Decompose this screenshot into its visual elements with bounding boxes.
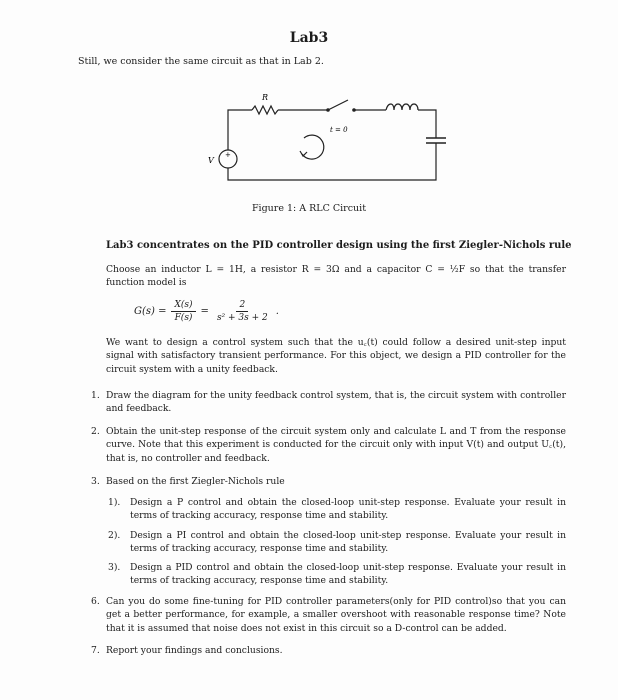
list-item-number: 3. <box>91 476 100 487</box>
sub-list-item-number: 3). <box>108 562 121 573</box>
list-item-number: 1. <box>91 390 100 401</box>
sub-list-item <box>108 561 566 588</box>
resistor-label: R <box>262 93 269 102</box>
sub-list-item-text: Design a P control and obtain the closed-loop unit-step response. Evaluate your result in terms of tracking accuracy, response time and stability. <box>130 497 566 522</box>
equation-equals: = <box>200 306 209 317</box>
figure-caption: Figure 1: A RLC Circuit <box>251 203 367 214</box>
source-label: V <box>208 156 214 165</box>
switch-label: t = 0 <box>330 126 348 134</box>
sub-list-item <box>108 529 566 556</box>
paragraph-component-values: Choose an inductor L = 1H, a resistor R = 3Ω and a capacitor C = ½F so that the transfer function model is <box>106 264 566 289</box>
list-item-text: Obtain the unit-step response of the circuit system only and calculate L and T from the response curve. Note that this experiment is conducted for the circuit only with input V(t) and output U꜀(t), that is, no controller and feedback. <box>106 426 566 464</box>
equation-lhs: G(s) = <box>134 306 167 317</box>
list-item <box>91 595 566 635</box>
wire-top-left <box>228 110 252 150</box>
rlc-circuit-diagram <box>190 88 452 196</box>
inductor-symbol <box>386 104 418 110</box>
switch-symbol <box>328 100 348 110</box>
list-item-text: Based on the first Ziegler-Nichols rule <box>106 476 285 487</box>
equation-end: . <box>275 306 279 317</box>
list-item <box>91 425 566 465</box>
fraction-1-denominator: F(s) <box>174 313 193 323</box>
list-item <box>91 644 566 657</box>
equation-fraction-2 <box>214 300 271 323</box>
loop-current-arrow <box>302 135 324 159</box>
transfer-function-equation <box>134 300 279 323</box>
fraction-1-numerator: X(s) <box>171 300 195 312</box>
list-item-number: 6. <box>91 596 100 607</box>
sub-list-item-number: 1). <box>108 497 121 508</box>
list-item-text: Report your findings and conclusions. <box>106 645 283 656</box>
page-title: Lab3 <box>289 30 329 46</box>
wire-bottom <box>228 143 436 180</box>
sub-list-item-text: Design a PID control and obtain the closed-loop unit-step response. Evaluate your result in terms of tracking accuracy, response time and stability. <box>130 562 566 587</box>
section-heading: Lab3 concentrates on the PID controller design using the first Ziegler-Nichols rule <box>106 240 572 251</box>
list-item <box>91 475 566 488</box>
resistor-symbol <box>252 106 278 114</box>
capacitor-symbol <box>426 138 446 143</box>
sub-list-item-number: 2). <box>108 530 121 541</box>
list-item-text: Draw the diagram for the unity feedback control system, that is, the circuit system with controller and feedback. <box>106 390 566 415</box>
list-item-number: 7. <box>91 645 100 656</box>
source-plus-label: + <box>225 151 231 159</box>
paragraph-design-goal: We want to design a control system such that the u꜀(t) could follow a desired unit-step input signal with satisfactory transient performance. For this object, we design a PID controller for the circuit system with a unity feedback. <box>106 337 566 375</box>
list-item <box>91 389 566 416</box>
sub-list-item-text: Design a PI control and obtain the closed-loop unit-step response. Evaluate your result in terms of tracking accuracy, response time and stability. <box>130 530 566 555</box>
equation-fraction-1 <box>171 300 195 323</box>
list-item-number: 2. <box>91 426 100 437</box>
fraction-2-numerator: 2 <box>236 300 248 312</box>
sub-list-item <box>108 496 566 523</box>
wire-right <box>418 110 436 138</box>
intro-text: Still, we consider the same circuit as that in Lab 2. <box>78 56 324 67</box>
fraction-2-denominator: s² + 3s + 2 <box>216 313 268 323</box>
list-item-text: Can you do some fine-tuning for PID controller parameters(only for PID control)so that you can get a better performance, for example, a smaller overshoot with reasonable response time? Note that it is assumed that noise does not exist in this circuit so a D-control can be added. <box>106 596 566 634</box>
